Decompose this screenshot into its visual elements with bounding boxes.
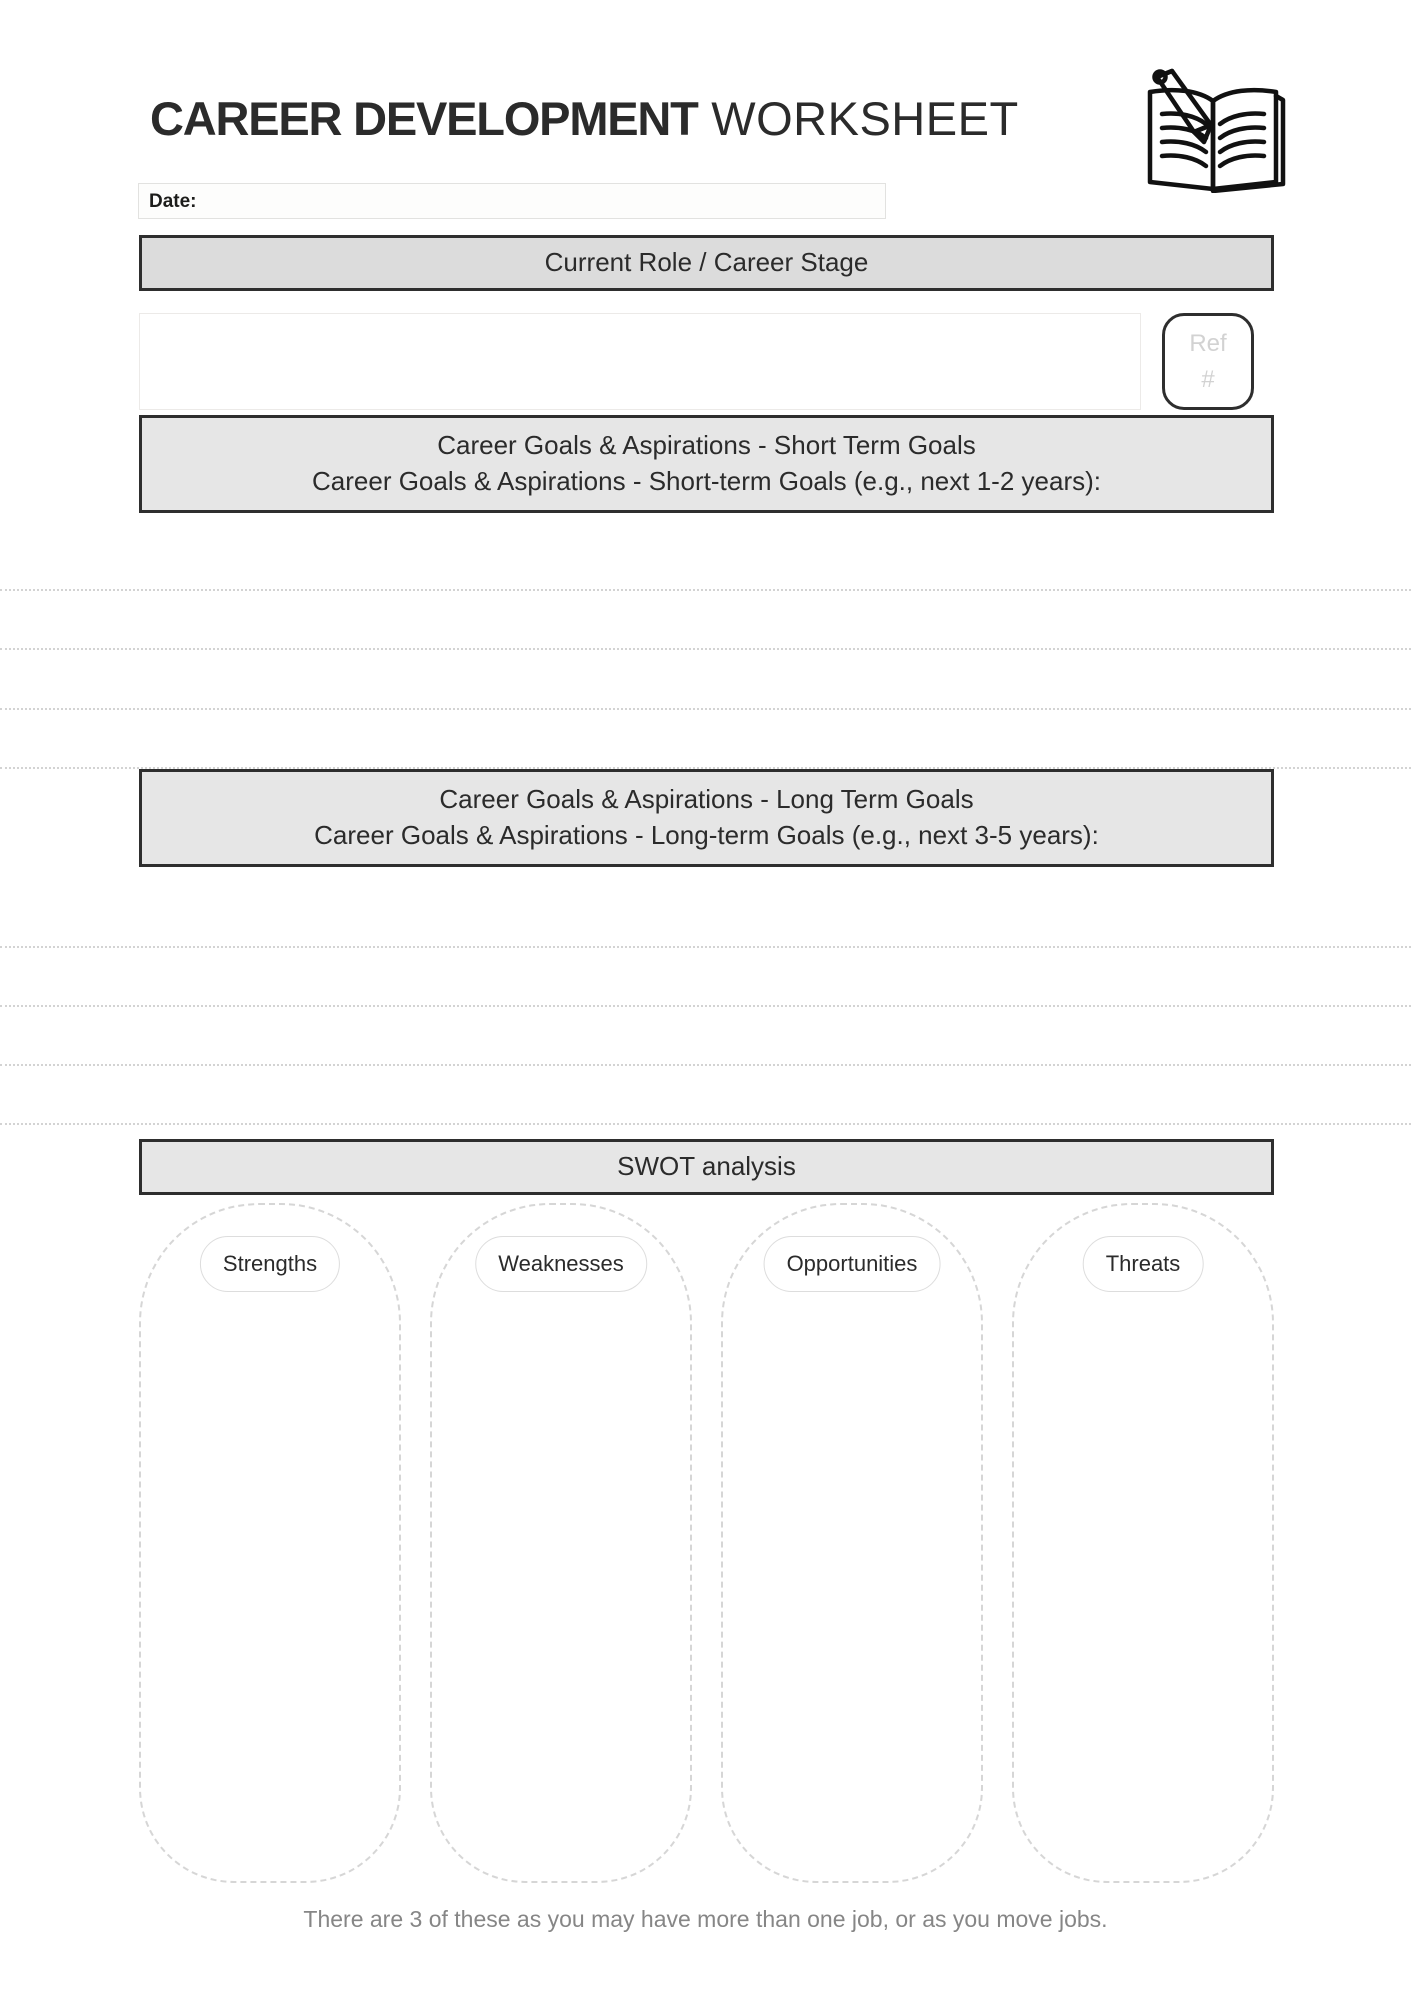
section-header-long-term-line1: Career Goals & Aspirations - Long Term Goals <box>439 784 974 815</box>
section-header-swot-text: SWOT analysis <box>617 1151 796 1182</box>
writing-line[interactable] <box>0 589 1411 591</box>
ref-number-box[interactable] <box>1162 313 1254 410</box>
ref-label-line1: Ref <box>1189 329 1227 357</box>
section-header-current-role-text: Current Role / Career Stage <box>544 247 869 278</box>
open-book-with-pencil-icon <box>1138 68 1288 193</box>
current-role-input[interactable] <box>139 313 1141 410</box>
section-header-current-role <box>139 235 1274 291</box>
swot-columns <box>139 1203 1274 1883</box>
footer-note: There are 3 of these as you may have more than one job, or as you move jobs. <box>303 1906 1108 1932</box>
swot-column-opportunities[interactable] <box>721 1203 983 1883</box>
writing-line[interactable] <box>0 708 1411 710</box>
writing-line[interactable] <box>0 648 1411 650</box>
page-title-bold: CAREER DEVELOPMENT <box>150 92 698 145</box>
section-header-short-term-line2: Career Goals & Aspirations - Short-term Goals (e.g., next 1-2 years): <box>312 466 1101 496</box>
swot-label-opportunities <box>764 1236 941 1292</box>
section-header-long-term-goals <box>139 769 1274 867</box>
swot-label-strengths <box>200 1236 340 1292</box>
swot-label-threats-text: Threats <box>1105 1251 1181 1276</box>
page-title <box>150 92 1019 145</box>
writing-line[interactable] <box>0 1064 1411 1066</box>
swot-label-opportunities-text: Opportunities <box>786 1251 918 1276</box>
date-field[interactable] <box>138 183 886 219</box>
swot-label-threats <box>1083 1236 1204 1292</box>
swot-label-weaknesses <box>475 1236 647 1292</box>
swot-label-weaknesses-text: Weaknesses <box>498 1251 624 1276</box>
swot-column-weaknesses[interactable] <box>430 1203 692 1883</box>
section-header-swot <box>139 1139 1274 1195</box>
page-header <box>0 0 1411 200</box>
ref-label-line2: # <box>1201 365 1215 393</box>
writing-line[interactable] <box>0 1123 1411 1125</box>
swot-column-threats[interactable] <box>1012 1203 1274 1883</box>
swot-column-strengths[interactable] <box>139 1203 401 1883</box>
section-header-long-term-line2: Career Goals & Aspirations - Long-term Goals (e.g., next 3-5 years): <box>314 820 1099 850</box>
writing-line[interactable] <box>0 946 1411 948</box>
section-header-short-term-goals <box>139 415 1274 513</box>
writing-line[interactable] <box>0 1005 1411 1007</box>
date-label: Date: <box>149 191 197 212</box>
page-title-light: WORKSHEET <box>697 92 1019 145</box>
swot-label-strengths-text: Strengths <box>222 1251 318 1276</box>
section-header-short-term-line1: Career Goals & Aspirations - Short Term Goals <box>437 430 976 461</box>
